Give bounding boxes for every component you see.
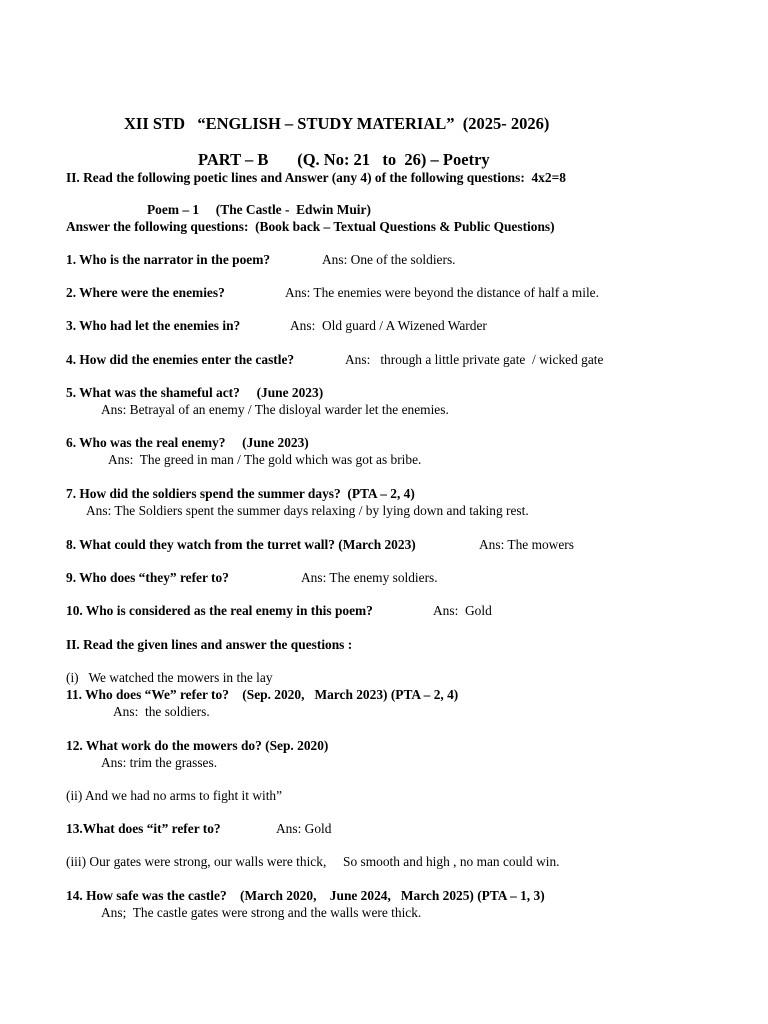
question-text: 2. Where were the enemies? (66, 285, 225, 300)
question-9 (66, 571, 229, 584)
question-text: 10. Who is considered as the real enemy in this poem? (66, 603, 373, 618)
poem-line-iii: (iii) Our gates were strong, our walls were thick, So smooth and high , no man could win. (66, 854, 560, 869)
question-12: 12. What work do the mowers do? (Sep. 2020) (66, 738, 329, 753)
question-text: 6. Who was the real enemy? (June 2023) (66, 435, 309, 450)
question-11: 11. Who does “We” refer to? (Sep. 2020, March 2023) (PTA – 2, 4) (66, 687, 459, 702)
question-13: 13.What does “it” refer to? (66, 821, 221, 836)
question-8 (66, 538, 416, 551)
section-instruction: II. Read the following poetic lines and Answer (any 4) of the following questions: 4x2=8 (66, 170, 566, 185)
poem-line-ii: (ii) And we had no arms to fight it with” (66, 788, 283, 803)
question-text: 8. What could they watch from the turret wall? (March 2023) (66, 537, 416, 552)
answer-11: Ans: the soldiers. (113, 704, 210, 719)
answer-3: Ans: Old guard / A Wizened Warder (290, 318, 487, 333)
part-heading: PART – B (Q. No: 21 to 26) – Poetry (198, 150, 490, 169)
page-title: XII STD “ENGLISH – STUDY MATERIAL” (2025- 2026) (124, 114, 550, 133)
question-3 (66, 319, 240, 332)
answer-1: Ans: One of the soldiers. (322, 252, 456, 267)
answer-9: Ans: The enemy soldiers. (301, 570, 438, 585)
answer-7: Ans: The Soldiers spent the summer days relaxing / by lying down and taking rest. (86, 503, 529, 518)
question-text: 4. How did the enemies enter the castle? (66, 352, 295, 367)
question-text: 1. Who is the narrator in the poem? (66, 252, 271, 267)
poem-line-i: (i) We watched the mowers in the lay (66, 670, 273, 685)
answer-12: Ans: trim the grasses. (101, 755, 218, 770)
answer-13: Ans: Gold (276, 821, 332, 836)
answer-5: Ans: Betrayal of an enemy / The disloyal warder let the enemies. (101, 402, 449, 417)
sub-instruction: Answer the following questions: (Book back – Textual Questions & Public Questions) (66, 219, 555, 234)
answer-4: Ans: through a little private gate / wicked gate (345, 352, 604, 367)
answer-14: Ans; The castle gates were strong and the walls were thick. (101, 905, 422, 920)
answer-8: Ans: The mowers (479, 537, 574, 552)
question-text: 3. Who had let the enemies in? (66, 318, 241, 333)
answer-2: Ans: The enemies were beyond the distance of half a mile. (285, 285, 599, 300)
poem-title: Poem – 1 (The Castle - Edwin Muir) (147, 202, 371, 217)
question-2 (66, 286, 225, 299)
question-1 (66, 253, 270, 266)
answer-6: Ans: The greed in man / The gold which was got as bribe. (108, 452, 422, 467)
question-text: 5. What was the shameful act? (June 2023) (66, 385, 324, 400)
question-14: 14. How safe was the castle? (March 2020, June 2024, March 2025) (PTA – 1, 3) (66, 888, 545, 903)
answer-10: Ans: Gold (433, 603, 492, 618)
section-2-heading: II. Read the given lines and answer the questions : (66, 637, 353, 652)
question-7 (66, 487, 415, 500)
question-6 (66, 436, 309, 449)
question-text: 9. Who does “they” refer to? (66, 570, 229, 585)
question-10 (66, 604, 373, 617)
question-text: 7. How did the soldiers spend the summer days? (PTA – 2, 4) (66, 486, 415, 501)
question-5 (66, 386, 323, 399)
question-4 (66, 353, 294, 366)
